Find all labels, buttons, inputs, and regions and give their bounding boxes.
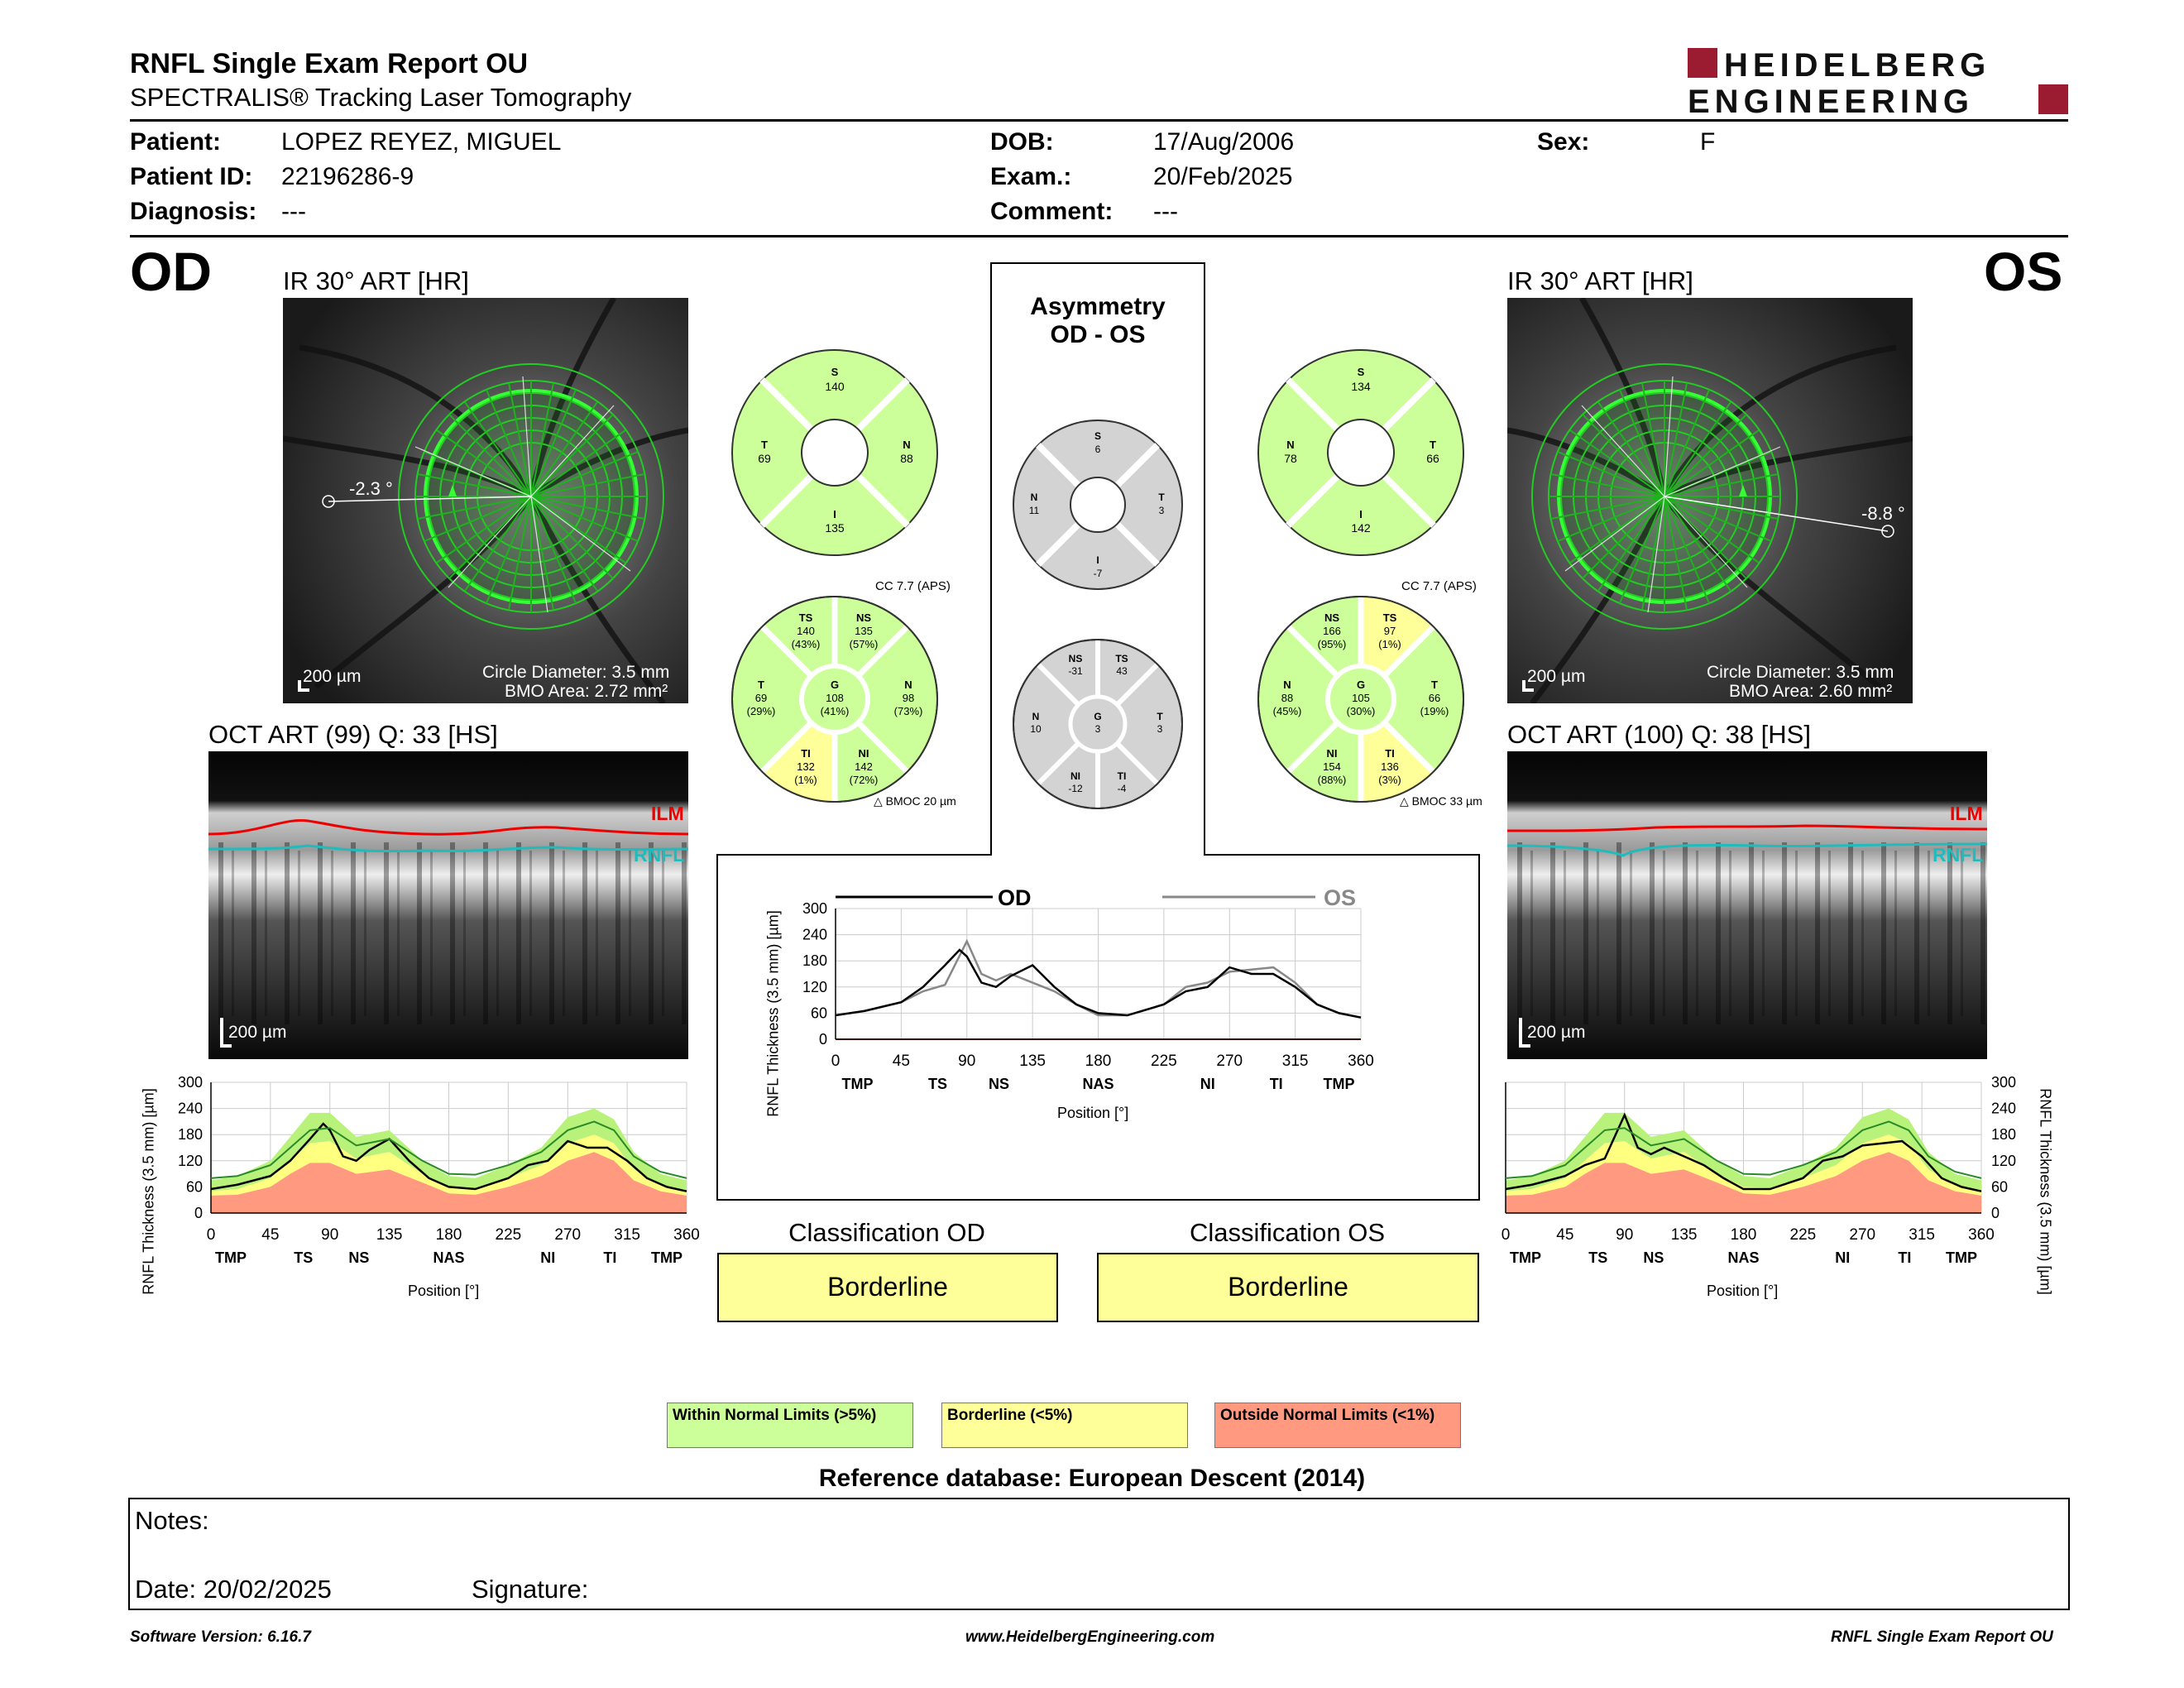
os-sec-ti-p: (3%)	[1378, 774, 1401, 786]
sector-label: NS	[989, 1076, 1010, 1092]
os-circle-diameter: Circle Diameter: 3.5 mm	[1707, 663, 1894, 682]
os-sec-g: 105	[1352, 692, 1370, 704]
notes-date: Date: 20/02/2025	[135, 1575, 332, 1604]
x-tick-label: 180	[1085, 1053, 1112, 1070]
exam-label: Exam.:	[990, 163, 1072, 190]
svg-text:ENGINEERING: ENGINEERING	[1688, 84, 1975, 116]
y-tick-label: 180	[802, 952, 827, 970]
svg-text:T: T	[1430, 439, 1436, 451]
asymmetry-title-line2: OD - OS	[1050, 321, 1146, 348]
x-tick-label: 90	[958, 1053, 976, 1070]
os-sec-n-p: (45%)	[1272, 705, 1302, 717]
classification-os-value: Borderline	[1097, 1253, 1479, 1322]
center-legend-od: OD	[998, 885, 1032, 910]
os-bmoc-text: BMOC 33 µm	[1411, 794, 1482, 808]
sector-label: TS	[927, 1076, 947, 1092]
od-sec-ts-p: (43%)	[791, 638, 821, 650]
x-tick-label: 315	[1909, 1226, 1935, 1244]
svg-text:S: S	[1357, 366, 1365, 378]
svg-text:T: T	[761, 439, 768, 451]
os-oct-label: OCT ART (100) Q: 38 [HS]	[1507, 720, 1811, 749]
sector-label: NI	[1200, 1076, 1215, 1092]
legend-normal: Within Normal Limits (>5%)	[667, 1403, 913, 1448]
svg-text:G: G	[1356, 679, 1366, 691]
asym-sec-t: 3	[1157, 723, 1163, 735]
od-chart-ylabel: RNFL Thickness (3.5 mm) [µm]	[140, 1088, 157, 1295]
svg-text:HEIDELBERG: HEIDELBERG	[1724, 47, 1991, 84]
x-tick-label: 0	[1501, 1226, 1511, 1244]
sector-label: NI	[1835, 1249, 1851, 1266]
od-sec-ns-p: (57%)	[849, 638, 879, 650]
diagnosis-value: ---	[281, 198, 306, 225]
od-circle-diameter: Circle Diameter: 3.5 mm	[482, 663, 670, 682]
footer-report: RNFL Single Exam Report OU	[1831, 1628, 2053, 1646]
os-sec-g-p: (30%)	[1346, 705, 1376, 717]
os-sec-t-p: (19%)	[1420, 705, 1449, 717]
report-title: RNFL Single Exam Report OU	[130, 48, 529, 79]
x-tick-label: 315	[614, 1226, 640, 1244]
od-quad-s: 140	[825, 380, 845, 393]
y-tick-label: 0	[194, 1205, 203, 1221]
notes-signature-label: Signature:	[472, 1575, 589, 1604]
svg-text:I: I	[833, 508, 836, 520]
sector-label: TMP	[1946, 1249, 1978, 1266]
asym-sector-chart	[1011, 637, 1185, 811]
os-chart-ylabel: RNFL Thickness (3.5 mm) [µm]	[2037, 1088, 2054, 1295]
od-oct-label: OCT ART (99) Q: 33 [HS]	[208, 720, 498, 749]
asymmetry-title-line1: Asymmetry	[1030, 293, 1166, 320]
comment-label: Comment:	[990, 198, 1114, 225]
od-quadrant-chart	[730, 348, 940, 558]
y-tick-label: 240	[1991, 1100, 2017, 1117]
report-subtitle: SPECTRALIS® Tracking Laser Tomography	[130, 83, 632, 112]
svg-text:TI: TI	[1117, 770, 1127, 782]
svg-text:NI: NI	[1326, 747, 1338, 760]
svg-text:N: N	[904, 679, 912, 691]
legend-borderline: Borderline (<5%)	[941, 1403, 1188, 1448]
os-sector-chart	[1256, 594, 1466, 804]
svg-text:TS: TS	[1382, 611, 1397, 624]
os-sec-ni-p: (88%)	[1317, 774, 1347, 786]
svg-text:TI: TI	[1385, 747, 1395, 760]
os-quad-i: 142	[1351, 521, 1371, 535]
os-sec-ns-p: (95%)	[1317, 638, 1347, 650]
x-tick-label: 135	[376, 1226, 403, 1244]
sector-label: NAS	[1727, 1249, 1760, 1266]
os-quad-n: 78	[1284, 452, 1297, 465]
os-sec-ts: 97	[1383, 625, 1396, 637]
patient-id-label: Patient ID:	[130, 163, 253, 190]
od-quad-i: 135	[825, 521, 845, 535]
sector-label: TI	[1898, 1249, 1912, 1266]
od-cc: CC 7.7 (APS)	[875, 579, 951, 593]
os-sec-t: 66	[1428, 692, 1441, 704]
asym-quad-t: 3	[1158, 505, 1165, 516]
od-sec-n: 98	[902, 692, 915, 704]
x-tick-label: 270	[1216, 1053, 1243, 1070]
od-sec-g-p: (41%)	[820, 705, 850, 717]
od-scale: 200 µm	[303, 667, 362, 686]
notes-box	[128, 1498, 2070, 1610]
y-tick-label: 300	[1991, 1074, 2017, 1091]
patient-name: LOPEZ REYEZ, MIGUEL	[281, 128, 562, 156]
legend-outside: Outside Normal Limits (<1%)	[1214, 1403, 1461, 1448]
x-tick-label: 270	[554, 1226, 582, 1244]
od-rnfl-label: RNFL	[634, 844, 685, 866]
svg-text:NI: NI	[858, 747, 869, 760]
y-tick-label: 180	[1991, 1126, 2017, 1144]
y-tick-label: 300	[177, 1074, 203, 1091]
y-tick-label: 120	[177, 1152, 203, 1169]
x-tick-label: 180	[1730, 1226, 1757, 1244]
od-sec-n-p: (73%)	[893, 705, 923, 717]
svg-text:NS: NS	[1068, 653, 1083, 664]
od-eye-label: OD	[130, 241, 212, 302]
od-bmoc-text: BMOC 20 µm	[885, 794, 956, 808]
od-sec-t-p: (29%)	[746, 705, 776, 717]
sector-label: NS	[348, 1249, 370, 1266]
svg-text:TS: TS	[1115, 653, 1128, 664]
sector-label: NAS	[433, 1249, 465, 1266]
os-bmo-area: BMO Area: 2.60 mm²	[1729, 682, 1893, 701]
sector-label: NI	[540, 1249, 556, 1266]
exam-value: 20/Feb/2025	[1153, 163, 1293, 190]
asym-sec-ti: -4	[1117, 783, 1127, 794]
classification-od-label: Classification OD	[788, 1218, 985, 1247]
x-tick-label: 45	[261, 1226, 280, 1244]
svg-text:T: T	[758, 679, 764, 691]
y-tick-label: 120	[1991, 1152, 2017, 1169]
svg-text:S: S	[1094, 430, 1102, 442]
svg-text:T: T	[1431, 679, 1438, 691]
svg-text:S: S	[831, 366, 839, 378]
y-tick-label: 0	[818, 1031, 827, 1048]
asym-quad-s: 6	[1094, 444, 1101, 455]
od-angle: -2.3 °	[349, 478, 393, 499]
od-quad-t: 69	[758, 452, 771, 465]
sector-label: TMP	[651, 1249, 683, 1266]
y-tick-label: 240	[802, 926, 827, 943]
svg-text:N: N	[1283, 679, 1291, 691]
os-oct-scale: 200 µm	[1527, 1023, 1586, 1042]
y-tick-label: 60	[810, 1005, 827, 1022]
od-ilm-label: ILM	[651, 803, 684, 824]
asym-sec-ts: 43	[1116, 665, 1128, 677]
center-chart-xlabel: Position [°]	[1057, 1105, 1129, 1121]
asymmetry-title	[991, 293, 1205, 349]
reference-database: Reference database: European Descent (2014)	[818, 1465, 1366, 1492]
x-tick-label: 135	[1019, 1053, 1046, 1070]
sector-label: TS	[294, 1249, 314, 1266]
x-tick-label: 225	[1151, 1053, 1177, 1070]
od-profile-chart	[132, 1067, 711, 1316]
sector-label: TMP	[1323, 1076, 1355, 1092]
svg-text:N: N	[1286, 439, 1295, 451]
diagnosis-label: Diagnosis:	[130, 198, 257, 225]
od-bmo-area: BMO Area: 2.72 mm²	[505, 682, 668, 701]
svg-text:T: T	[1158, 492, 1165, 503]
svg-text:G: G	[830, 679, 840, 691]
svg-text:NI: NI	[1070, 770, 1080, 782]
asym-sec-ns: -31	[1068, 665, 1083, 677]
os-eye-label: OS	[1984, 241, 2063, 302]
asym-quad-i: -7	[1093, 568, 1103, 579]
sector-label: TMP	[841, 1076, 874, 1092]
os-sec-ns: 166	[1323, 625, 1341, 637]
od-sec-ti-p: (1%)	[794, 774, 817, 786]
os-scale: 200 µm	[1527, 667, 1586, 686]
x-tick-label: 315	[1281, 1053, 1309, 1070]
os-ir-label: IR 30° ART [HR]	[1507, 266, 1693, 295]
footer-url[interactable]: www.HeidelbergEngineering.com	[965, 1628, 1215, 1646]
y-tick-label: 0	[1991, 1205, 2000, 1221]
x-tick-label: 0	[831, 1053, 841, 1070]
x-tick-label: 45	[1556, 1226, 1574, 1244]
svg-text:T: T	[1157, 711, 1163, 722]
x-tick-label: 225	[495, 1226, 522, 1244]
y-tick-label: 240	[177, 1100, 203, 1117]
x-tick-label: 270	[1849, 1226, 1876, 1244]
svg-text:I: I	[1096, 554, 1099, 566]
center-legend-os: OS	[1324, 885, 1357, 910]
os-bmoc: △ BMOC 33 µm	[1400, 794, 1482, 808]
asym-quadrant-chart	[1011, 418, 1185, 592]
svg-text:N: N	[903, 439, 911, 451]
y-tick-label: 300	[802, 900, 827, 917]
asym-sec-n: 10	[1030, 723, 1042, 735]
dob-label: DOB:	[990, 128, 1054, 156]
asym-sec-ni: -12	[1068, 783, 1083, 794]
x-tick-label: 90	[1616, 1226, 1634, 1244]
dob-value: 17/Aug/2006	[1153, 128, 1295, 156]
os-ilm-label: ILM	[1950, 803, 1983, 824]
classification-os-label: Classification OS	[1189, 1218, 1386, 1247]
os-quadrant-chart	[1256, 348, 1466, 558]
svg-text:TS: TS	[798, 611, 813, 624]
os-sec-ni: 154	[1323, 760, 1341, 773]
asym-quad-n: 11	[1028, 505, 1040, 516]
od-ir-label: IR 30° ART [HR]	[283, 266, 469, 295]
sex-value: F	[1700, 128, 1716, 156]
svg-text:NS: NS	[1324, 611, 1340, 624]
notes-label: Notes:	[135, 1506, 209, 1535]
od-sec-ni-p: (72%)	[849, 774, 879, 786]
y-tick-label: 180	[177, 1126, 203, 1144]
os-sec-ti: 136	[1381, 760, 1399, 773]
x-tick-label: 0	[206, 1226, 216, 1244]
od-sector-chart	[730, 594, 940, 804]
classification-od-value: Borderline	[717, 1253, 1058, 1322]
od-sec-ns: 135	[855, 625, 873, 637]
x-tick-label: 180	[435, 1226, 462, 1244]
svg-text:N: N	[1030, 492, 1038, 503]
sex-label: Sex:	[1537, 128, 1590, 156]
center-chart-ylabel: RNFL Thickness (3.5 mm) [µm]	[764, 910, 782, 1117]
x-tick-label: 225	[1789, 1226, 1817, 1244]
sector-label: TS	[1588, 1249, 1608, 1266]
od-sec-ti: 132	[797, 760, 815, 773]
x-tick-label: 90	[321, 1226, 339, 1244]
y-tick-label: 60	[185, 1178, 203, 1196]
od-sec-g: 108	[826, 692, 844, 704]
svg-text:I: I	[1359, 508, 1363, 520]
footer-version: Software Version: 6.16.7	[130, 1628, 311, 1646]
od-chart-xlabel: Position [°]	[408, 1283, 480, 1299]
x-tick-label: 360	[673, 1226, 700, 1244]
sector-label: TMP	[214, 1249, 247, 1266]
os-cc: CC 7.7 (APS)	[1401, 579, 1477, 593]
od-sec-ni: 142	[855, 760, 873, 773]
os-sec-n: 88	[1281, 692, 1294, 704]
patient-id: 22196286-9	[281, 163, 414, 190]
x-tick-label: 135	[1670, 1226, 1698, 1244]
os-angle: -8.8 °	[1861, 503, 1905, 524]
svg-text:TI: TI	[801, 747, 811, 760]
sector-label: TMP	[1509, 1249, 1541, 1266]
asym-sec-g: 3	[1094, 723, 1101, 735]
comment-value: ---	[1153, 198, 1178, 225]
os-profile-chart	[1497, 1067, 2076, 1316]
od-sec-ts: 140	[797, 625, 815, 637]
y-tick-label: 120	[802, 978, 827, 995]
sector-label: NS	[1643, 1249, 1664, 1266]
od-quad-n: 88	[900, 452, 913, 465]
svg-text:G: G	[1094, 711, 1102, 722]
os-quad-t: 66	[1426, 452, 1439, 465]
os-sec-ts-p: (1%)	[1378, 638, 1401, 650]
sector-label: TI	[603, 1249, 617, 1266]
od-bmoc: △ BMOC 20 µm	[874, 794, 956, 808]
od-oct-scale: 200 µm	[228, 1023, 287, 1042]
x-tick-label: 360	[1348, 1053, 1374, 1070]
patient-label: Patient:	[130, 128, 222, 156]
svg-text:N: N	[1032, 711, 1040, 722]
od-sec-t: 69	[754, 692, 768, 704]
svg-text:NS: NS	[855, 611, 872, 624]
x-tick-label: 45	[892, 1053, 910, 1070]
x-tick-label: 360	[1968, 1226, 1995, 1244]
y-tick-label: 60	[1991, 1178, 2009, 1196]
os-chart-xlabel: Position [°]	[1707, 1283, 1779, 1299]
os-rnfl-label: RNFL	[1933, 844, 1984, 866]
sector-label: TI	[1269, 1076, 1283, 1092]
os-quad-s: 134	[1351, 380, 1371, 393]
sector-label: NAS	[1082, 1076, 1114, 1092]
